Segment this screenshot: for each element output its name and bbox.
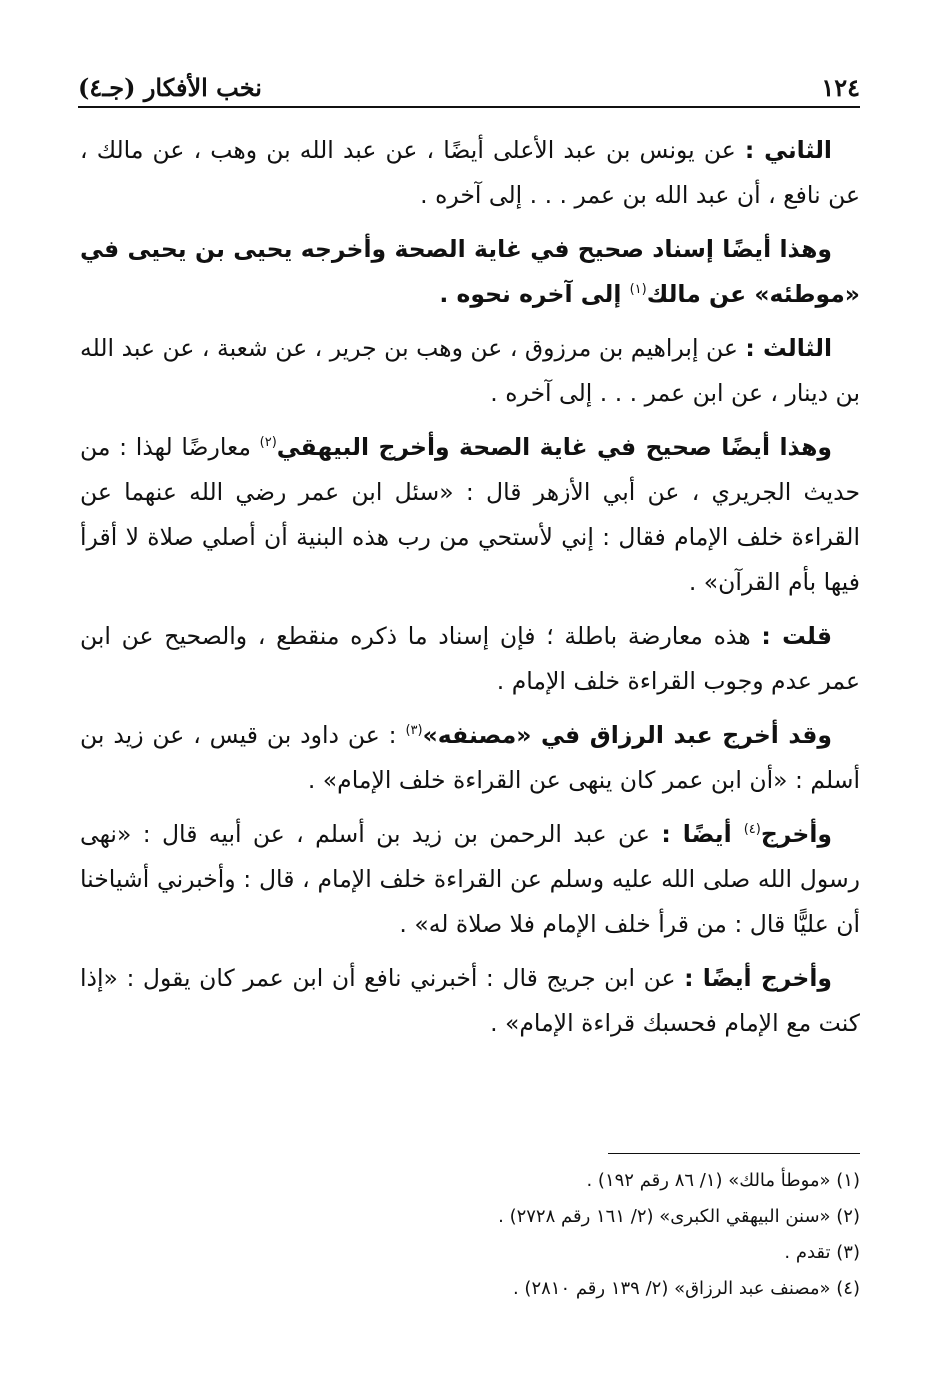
page-number: ١٢٤ xyxy=(821,73,860,102)
footnote-ref: (١) xyxy=(629,282,647,298)
paragraph-text: هذه معارضة باطلة ؛ فإن إسناد ما ذكره منقطع ، والصحيح عن ابن عمر عدم وجوب القراءة خلف الإمام . xyxy=(80,622,860,695)
paragraph-lead: وأخرج xyxy=(760,820,832,848)
paragraph-text-after: إلى آخره نحوه . xyxy=(439,280,630,308)
paragraph-text: : عن داود بن قيس ، عن زيد بن أسلم : «أن ابن عمر كان ينهى عن القراءة خلف الإمام» . xyxy=(80,721,860,794)
paragraph-text: عن ابن جريج قال : أخبرني نافع أن ابن عمر كان يقول : «إذا كنت مع الإمام فحسبك قراءة الإمام» . xyxy=(80,964,860,1037)
paragraph-text: عن عبد الرحمن بن زيد بن أسلم ، عن أبيه قال : «نهى رسول الله صلى الله عليه وسلم عن القراءة خلف الإمام ، قال : وأخبرني أشياخنا أن عليًّا قال : من قرأ خلف الإمام فلا صلاة له» . xyxy=(80,820,860,938)
paragraph-bayhaqi xyxy=(80,425,860,605)
paragraph-text: عن إبراهيم بن مرزوق ، عن وهب بن جرير ، عن شعبة ، عن عبد الله بن دينار ، عن ابن عمر . . . إلى آخره . xyxy=(80,334,860,407)
paragraph-text: عن يونس بن عبد الأعلى أيضًا ، عن عبد الله بن وهب ، عن مالك ، عن نافع ، أن عبد الله بن عمر . . . إلى آخره . xyxy=(80,136,860,209)
paragraph-qultu xyxy=(80,614,860,704)
paragraph-text: معارضًا لهذا : من حديث الجريري ، عن أبي الأزهر قال : «سئل ابن عمر رضي الله عنهما عن القراءة خلف الإمام فقال : إني لأستحي من رب هذه البنية أن أصلي صلاة لا أقرأ فيها بأم القرآن» . xyxy=(80,433,860,596)
paragraph-lead: وهذا أيضًا صحيح في غاية الصحة وأخرج البيهقي xyxy=(276,433,832,461)
paragraph-akhraja-aydan xyxy=(80,812,860,947)
main-text xyxy=(80,128,860,1055)
footnote-item: (٢) «سنن البيهقي الكبرى» (٢/ ١٦١ رقم ٢٧٢٨) . xyxy=(498,1206,860,1227)
paragraph-lead: وأخرج أيضًا : xyxy=(684,964,832,992)
footnote-item: (٣) تقدم . xyxy=(784,1242,860,1263)
footnote-ref: (٤) xyxy=(743,822,761,838)
paragraph-isnad-sahih xyxy=(80,227,860,317)
footnote-item: (٤) «مصنف عبد الرزاق» (٢/ ١٣٩ رقم ٢٨١٠) . xyxy=(512,1278,860,1299)
paragraph-ibn-jurayj xyxy=(80,956,860,1046)
page-header xyxy=(78,58,860,108)
paragraph-lead: قلت : xyxy=(761,622,832,650)
paragraph-lead: وقد أخرج عبد الرزاق في «مصنفه» xyxy=(422,721,833,749)
paragraph-text: وهذا أيضًا إسناد صحيح في غاية الصحة وأخرجه يحيى بن يحيى في «موطئه» عن مالك xyxy=(80,235,860,308)
footnote-ref: (٣) xyxy=(405,723,423,739)
footnote-divider xyxy=(608,1153,860,1154)
footnote-ref: (٢) xyxy=(259,435,277,451)
paragraph-lead: الثالث : xyxy=(745,334,833,362)
paragraph-lead-2: أيضًا : xyxy=(661,820,744,848)
footnote-item: (١) «موطأ مالك» (١/ ٨٦ رقم ١٩٢) . xyxy=(586,1170,860,1191)
footnotes xyxy=(80,1163,860,1307)
paragraph-third-chain xyxy=(80,326,860,416)
paragraph-second-chain xyxy=(80,128,860,218)
paragraph-abdurrazzaq xyxy=(80,713,860,803)
paragraph-lead: الثاني : xyxy=(744,136,832,164)
running-title: نخب الأفكار (جـ٤) xyxy=(78,73,262,102)
